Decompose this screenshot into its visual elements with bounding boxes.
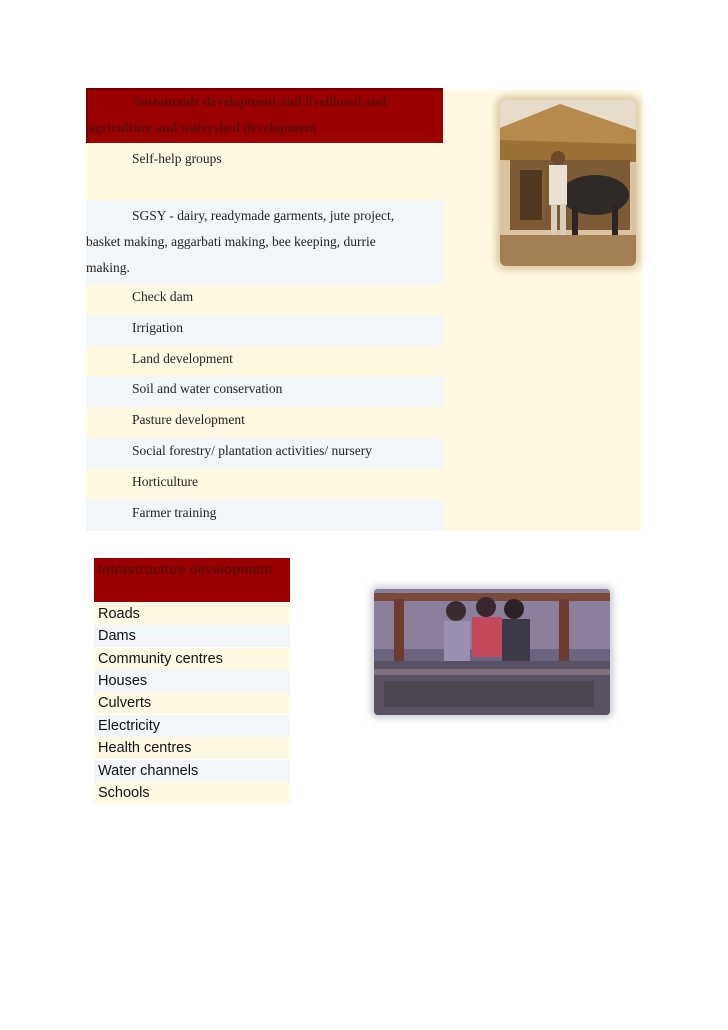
- section2-row: [94, 625, 290, 647]
- section2-row: [94, 670, 290, 692]
- item-farmer-training: Farmer training: [132, 505, 217, 520]
- item-health-centres: Health centres: [98, 740, 192, 756]
- item-water-channels: Water channels: [98, 763, 199, 779]
- section2-row: [94, 737, 290, 759]
- section2-header-label: Infrastructure development: [98, 562, 273, 577]
- section1-row-farmer-training: [86, 500, 443, 531]
- section2-row: [94, 603, 290, 625]
- section2-row: [94, 760, 290, 782]
- section2-row: [94, 715, 290, 737]
- section1-row-sgsy: [86, 200, 443, 284]
- section2-header: [94, 558, 290, 602]
- section1-header: [86, 88, 443, 143]
- village-photo: [500, 100, 636, 266]
- workers-photo: [374, 589, 610, 715]
- item-social-forestry: Social forestry/ plantation activities/ nursery: [132, 443, 372, 458]
- section1-row-horticulture: [86, 469, 443, 500]
- item-electricity: Electricity: [98, 718, 161, 734]
- item-sgsy-line1: SGSY - dairy, readymade garments, jute project,: [132, 208, 395, 223]
- item-sgsy-line2: basket making, aggarbati making, bee keeping, durrie: [86, 234, 376, 249]
- section1-row-self-help: [86, 143, 443, 200]
- item-schools: Schools: [98, 785, 150, 801]
- section1-header-line2: agriculture and watershed development: [88, 120, 317, 135]
- item-check-dam: Check dam: [132, 289, 194, 304]
- section2-row: [94, 692, 290, 714]
- item-land-development: Land development: [132, 351, 233, 366]
- section1-row-soil-water: [86, 376, 443, 407]
- item-self-help-groups: Self-help groups: [132, 151, 222, 166]
- section1-header-line1: Sustainable development and livelihood and: [133, 94, 387, 109]
- item-irrigation: Irrigation: [132, 320, 183, 335]
- section1-row-land-development: [86, 346, 443, 376]
- item-culverts: Culverts: [98, 695, 152, 711]
- item-dams: Dams: [98, 628, 136, 644]
- item-houses: Houses: [98, 673, 148, 689]
- section1-row-pasture: [86, 407, 443, 438]
- section1-row-check-dam: [86, 284, 443, 315]
- section2-row: [94, 648, 290, 670]
- village-photo-image: [500, 100, 636, 266]
- item-community-centres: Community centres: [98, 651, 223, 667]
- workers-photo-image: [374, 589, 610, 715]
- item-roads: Roads: [98, 606, 140, 622]
- item-sgsy-line3: making.: [86, 260, 130, 275]
- item-horticulture: Horticulture: [132, 474, 198, 489]
- section2-row: [94, 782, 290, 804]
- item-pasture-development: Pasture development: [132, 412, 245, 427]
- item-soil-water-conservation: Soil and water conservation: [132, 381, 283, 396]
- section1-row-irrigation: [86, 315, 443, 346]
- section1-row-social-forestry: [86, 438, 443, 469]
